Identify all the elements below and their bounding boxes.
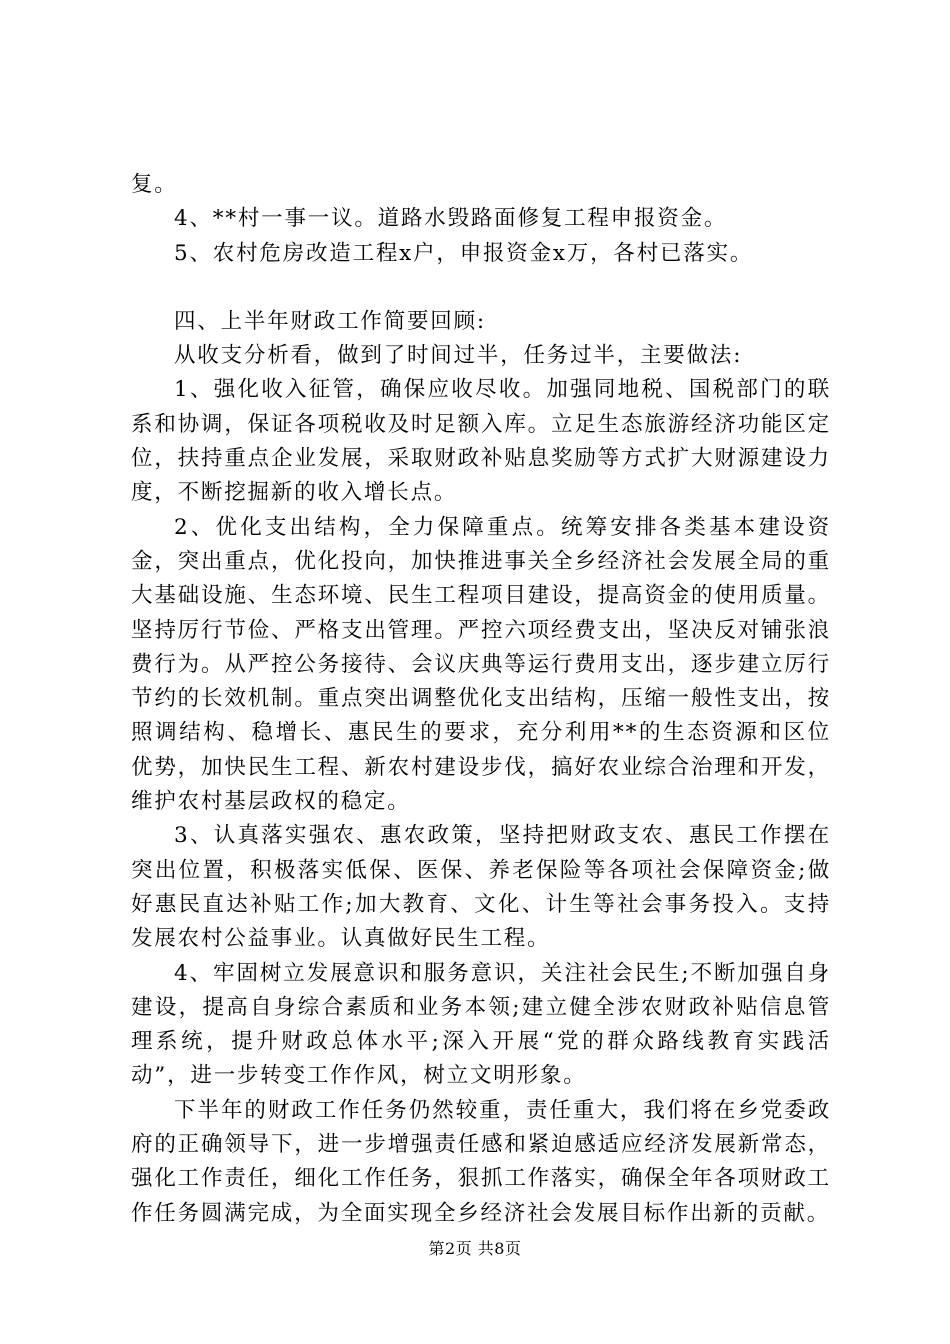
paragraph: 2、优化支出结构，全力保障重点。统筹安排各类基本建设资金，突出重点，优化投向，加快推进事关全乡经济社会发展全局的重大基础设施、生态环境、民生工程项目建设，提高资金的使用质量。坚持厉行节俭、严格支出管理。严控六项经费支出，坚决反对铺张浪费行为。从严控公务接待、会议庆典等运行费用支出，逐步建立厉行节约的长效机制。重点突出调整优化支出结构，压缩一般性支出，按照调结构、稳增长、惠民生的要求，充分利用**的生态资源和区位优势，加快民生工程、新农村建设步伐，搞好农业综合治理和开发，维护农村基层政权的稳定。 [131,514,831,815]
paragraph: 从收支分析看，做到了时间过半，任务过半，主要做法: [174,343,743,369]
paragraph: 4、牢固树立发展意识和服务意识，关注社会民生;不断加强自身建设，提高自身综合素质和业务本领;建立健全涉农财政补贴信息管理系统，提升财政总体水平;深入开展“党的群众路线教育实践活动”，进一步转变工作作风，树立文明形象。 [131,960,831,1089]
paragraph: 1、强化收入征管，确保应收尽收。加强同地税、国税部门的联系和协调，保证各项税收及时足额入库。立足生态旅游经济功能区定位，扶持重点企业发展，采取财政补贴息奖励等方式扩大财源建设力度，不断挖掘新的收入增长点。 [131,377,831,506]
paragraph: 5、农村危房改造工程x户，申报资金x万，各村已落实。 [174,240,754,266]
document-body [131,168,831,1231]
paragraph: 下半年的财政工作任务仍然较重，责任重大，我们将在乡党委政府的正确领导下，进一步增强责任感和紧迫感适应经济发展新常态，强化工作责任，细化工作任务，狠抓工作落实，确保全年各项财政工作任务圆满完成，为全面实现全乡经济社会发展目标作出新的贡献。 [131,1097,831,1226]
paragraph: 复。 [131,172,178,197]
section-heading: 四、上半年财政工作简要回顾: [174,308,486,334]
page-number-footer: 第2页 共8页 [428,1239,522,1258]
paragraph: 3、认真落实强农、惠农政策，坚持把财政支农、惠民工作摆在突出位置，积极落实低保、医保、养老保险等各项社会保障资金;做好惠民直达补贴工作;加大教育、文化、计生等社会事务投入。支持发展农村公益事业。认真做好民生工程。 [131,823,831,952]
paragraph: 4、**村一事一议。道路水毁路面修复工程申报资金。 [174,206,728,232]
